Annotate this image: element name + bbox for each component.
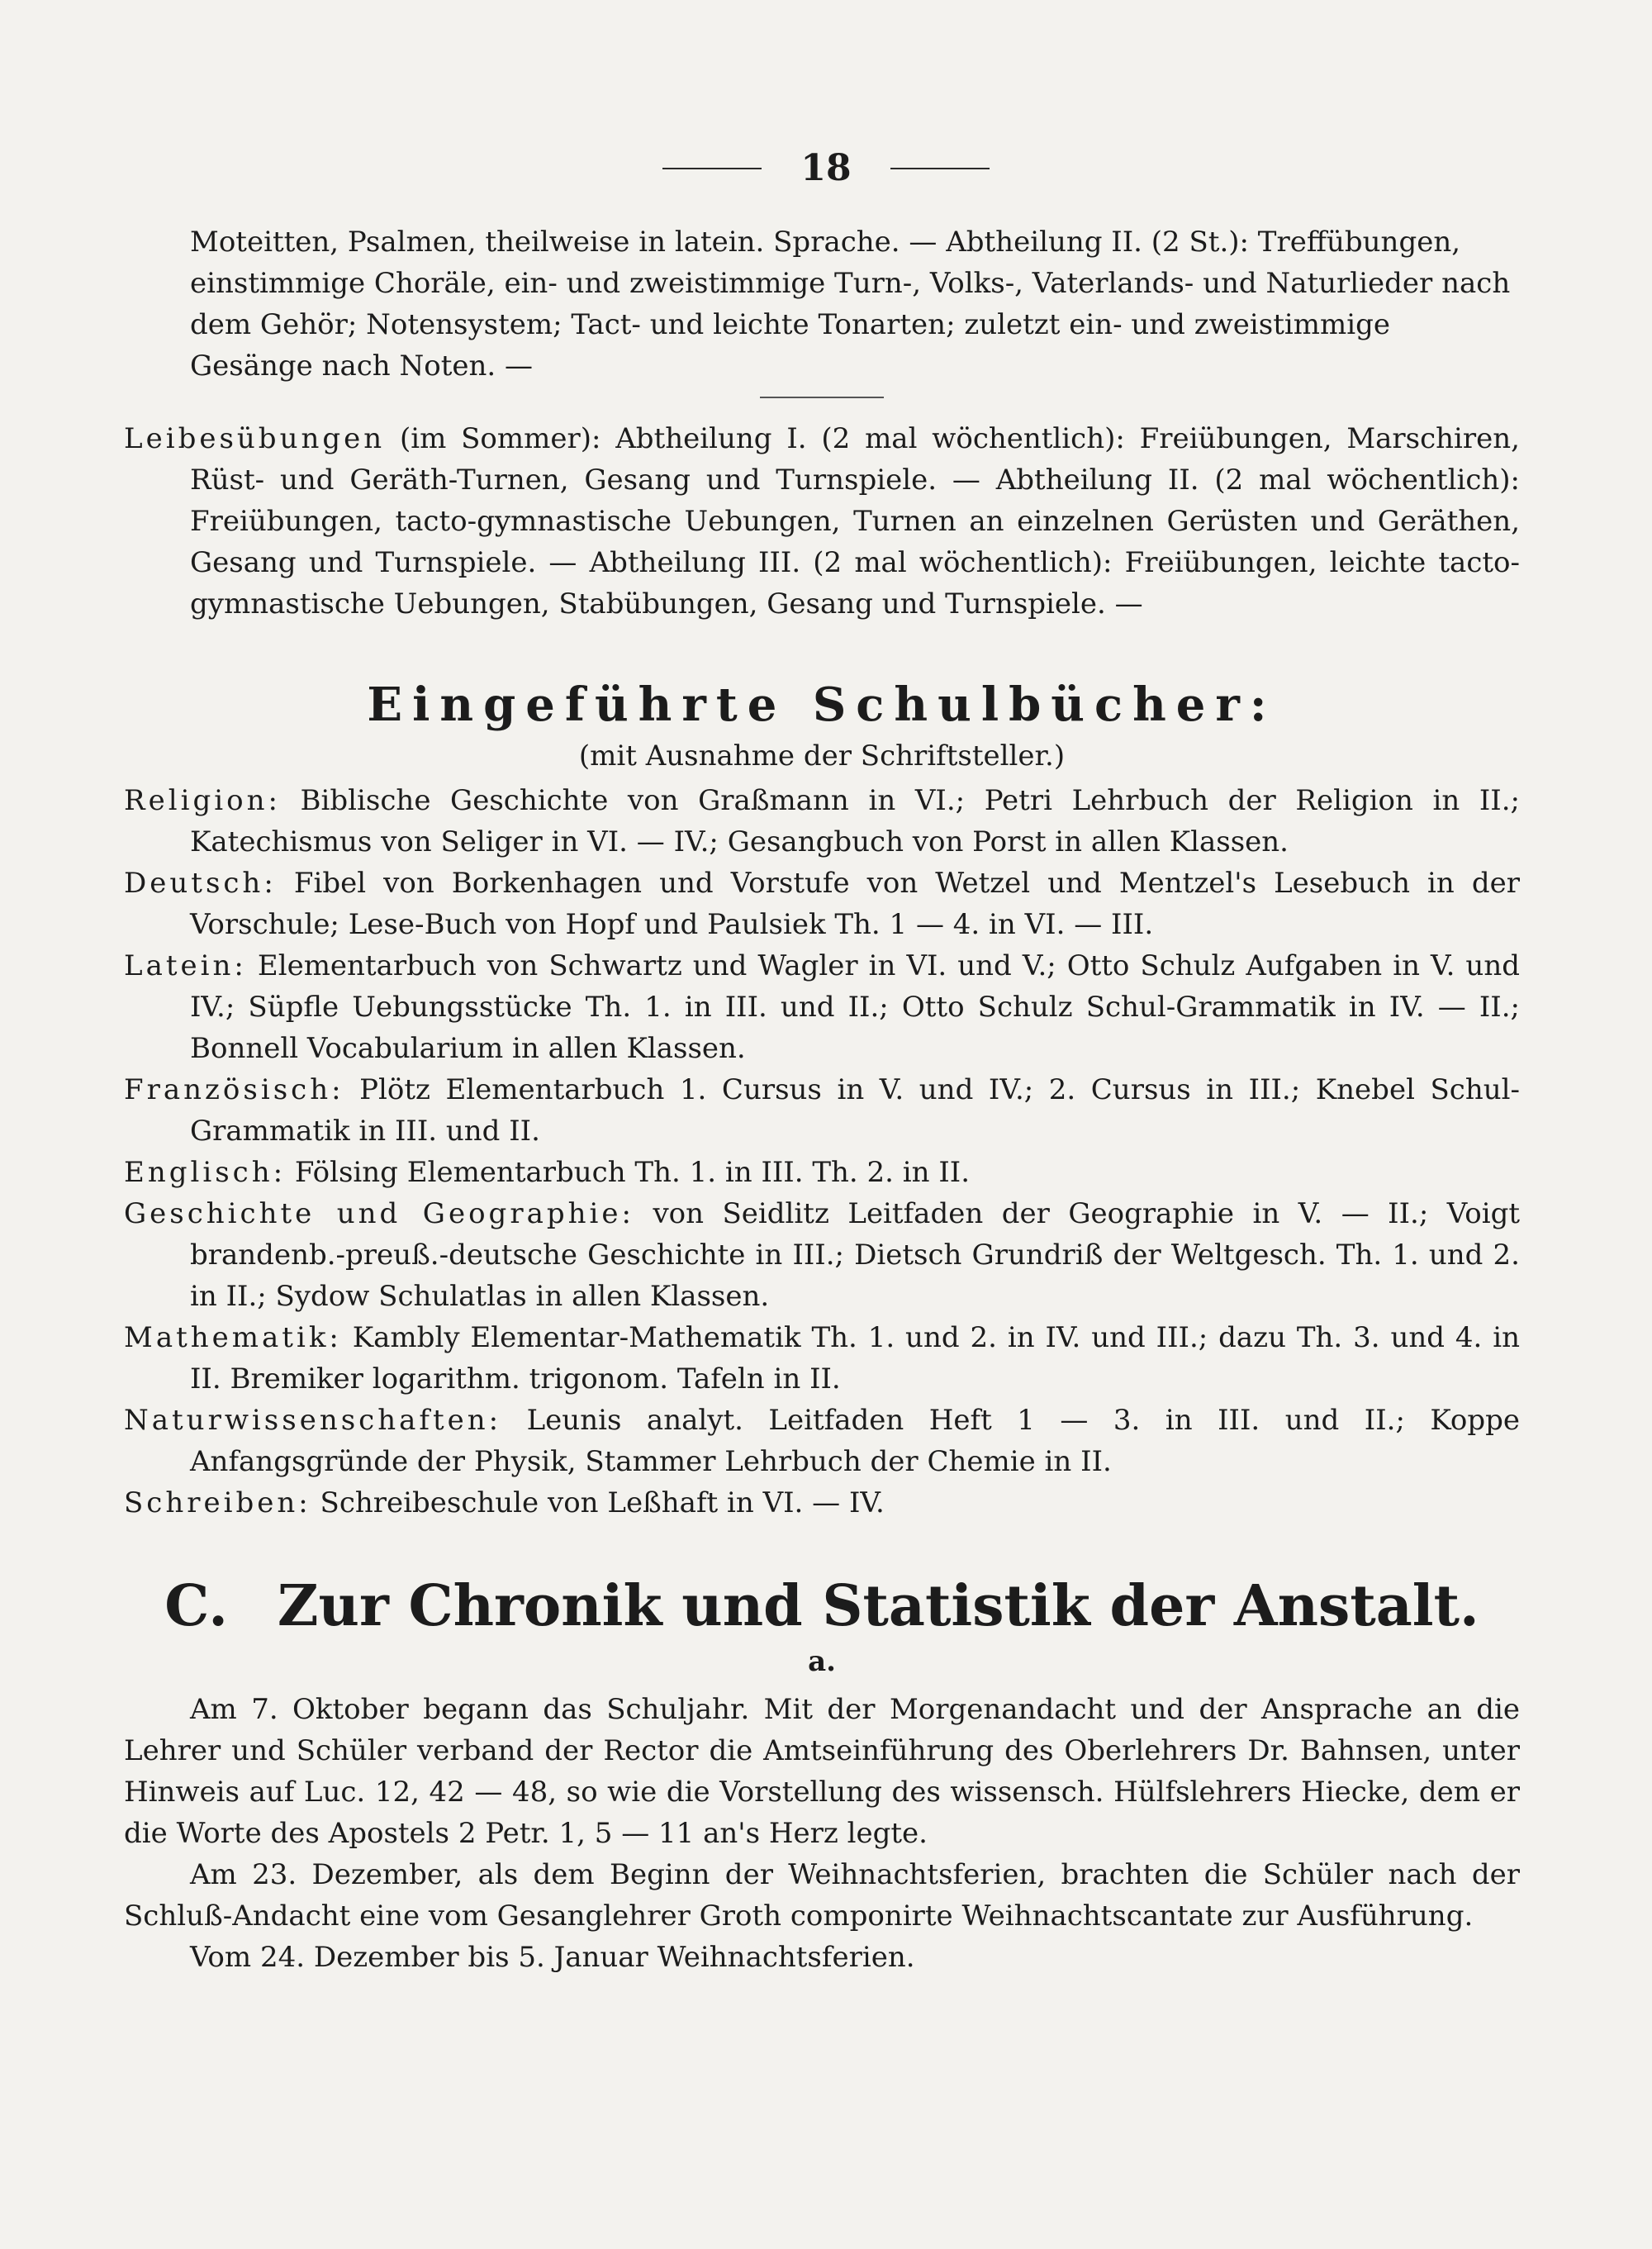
entry-label: Deutsch: <box>124 867 277 900</box>
entry-text: Plötz Elementarbuch 1. Cursus in V. und IV.; 2. Cursus in III.; Knebel Schul-Grammatik in III. und II. <box>190 1073 1520 1148</box>
entry-text: Leunis analyt. Leitfaden Heft 1 — 3. in III. und II.; Koppe Anfangsgründe der Physik, Stammer Lehrbuch der Chemie in II. <box>190 1404 1520 1478</box>
header-rule-right <box>890 168 990 169</box>
book-entry-schreiben <box>124 1482 1520 1524</box>
header-rule-left <box>662 168 762 169</box>
book-entry-mathematik <box>124 1317 1520 1400</box>
entry-label: Mathematik: <box>124 1321 342 1354</box>
continuation-paragraph: Moteitten, Psalmen, theilweise in latein. Sprache. — Abtheilung II. (2 St.): Treffübungen, einstimmige Choräle, ein- und zweistimmige Turn-, Volks-, Vaterlands- und Naturlieder nach dem Gehör; Notensystem; Tact- und leichte Tonarten; zuletzt ein- und zweistimmige Gesänge nach Noten. — <box>190 226 1511 383</box>
entry-text: Fibel von Borkenhagen und Vorstufe von Wetzel und Mentzel's Lesebuch in der Vorschule; Lese-Buch von Hopf und Paulsiek Th. 1 — 4. in VI. — III. <box>190 867 1520 941</box>
book-entry-englisch <box>124 1152 1520 1193</box>
chronicle-paragraph: Am 23. Dezember, als dem Beginn der Weihnachtsferien, brachten die Schüler nach der Schluß-Andacht eine vom Gesanglehrer Groth componirte Weihnachtscantate zur Ausführung. <box>124 1858 1520 1933</box>
book-entry-geschichte <box>124 1193 1520 1317</box>
book-entry-religion <box>124 780 1520 863</box>
entry-label: Englisch: <box>124 1156 287 1189</box>
book-entry-franzoesisch <box>124 1069 1520 1152</box>
separator-line <box>760 397 884 398</box>
chronicle-subsection-label: a. <box>808 1645 836 1678</box>
page-number: 18 <box>800 147 852 189</box>
section-title: Zur Chronik und Statistik der Anstalt. <box>277 1573 1479 1639</box>
entry-text: Schreibeschule von Leßhaft in VI. — IV. <box>311 1486 885 1519</box>
entry-label: Schreiben: <box>124 1486 311 1519</box>
entry-label: Religion: <box>124 784 281 817</box>
entry-text: Kambly Elementar-Mathematik Th. 1. und 2. in IV. und III.; dazu Th. 3. und 4. in II. Bremiker logarithm. trigonom. Tafeln in II. <box>190 1321 1520 1396</box>
entry-label: Naturwissenschaften: <box>124 1404 502 1437</box>
chronicle-heading <box>124 1571 1520 1641</box>
entry-label: Geschichte und Geographie: <box>124 1197 634 1230</box>
entry-text: Biblische Geschichte von Graßmann in VI.; Petri Lehrbuch der Religion in II.; Katechismus von Seliger in VI. — IV.; Gesangbuch von Porst in allen Klassen. <box>190 784 1520 858</box>
chronicle-paragraph: Am 7. Oktober begann das Schuljahr. Mit der Morgenandacht und der Ansprache an die Lehrer und Schüler verband der Rector die Amtseinführung des Oberlehrers Dr. Bahnsen, unter Hinweis auf Luc. 12, 42 — 48, so wie die Vorstellung des wissensch. Hülfslehrers Hiecke, dem er die Worte des Apostels 2 Petr. 1, 5 — 11 an's Herz legte. <box>124 1693 1520 1850</box>
schoolbooks-heading: Eingeführte Schulbücher: <box>367 678 1277 732</box>
page-content <box>124 221 1520 1978</box>
book-entry-naturwissenschaften <box>124 1400 1520 1482</box>
leibesuebungen-text: (im Sommer): Abtheilung I. (2 mal wöchentlich): Freiübungen, Marschiren, Rüst- und Geräth-Turnen, Gesang und Turnspiele. — Abtheilung II. (2 mal wöchentlich): Freiübungen, tacto-gymnastische Uebungen, Turnen an einzelnen Gerüsten und Geräthen, Gesang und Turnspiele. — Abtheilung III. (2 mal wöchentlich): Freiübungen, leichte tacto-gymnastische Uebungen, Stabübungen, Gesang und Turnspiele. — <box>190 422 1520 620</box>
leibesuebungen-label: Leibesübungen <box>124 422 386 455</box>
entry-text: Fölsing Elementarbuch Th. 1. in III. Th. 2. in II. <box>286 1156 971 1189</box>
book-entry-latein <box>124 945 1520 1069</box>
page-header <box>0 147 1652 189</box>
book-entry-deutsch <box>124 863 1520 945</box>
entry-label: Latein: <box>124 949 247 982</box>
entry-text: von Seidlitz Leitfaden der Geographie in V. — II.; Voigt brandenb.-preuß.-deutsche Geschichte in III.; Dietsch Grundriß der Weltgesch. Th. 1. und 2. in II.; Sydow Schulatlas in allen Klassen. <box>190 1197 1520 1313</box>
section-letter: C. <box>164 1573 228 1639</box>
entry-label: Französisch: <box>124 1073 344 1106</box>
schoolbooks-subheading: (mit Ausnahme der Schriftsteller.) <box>578 739 1066 773</box>
leibesuebungen-paragraph <box>124 418 1520 625</box>
chronicle-paragraph: Vom 24. Dezember bis 5. Januar Weihnachtsferien. <box>190 1941 915 1974</box>
entry-text: Elementarbuch von Schwartz und Wagler in VI. und V.; Otto Schulz Aufgaben in V. und IV.; Süpfle Uebungsstücke Th. 1. in III. und II.; Otto Schulz Schul-Grammatik in IV. — II.; Bonnell Vocabularium in allen Klassen. <box>190 949 1520 1065</box>
